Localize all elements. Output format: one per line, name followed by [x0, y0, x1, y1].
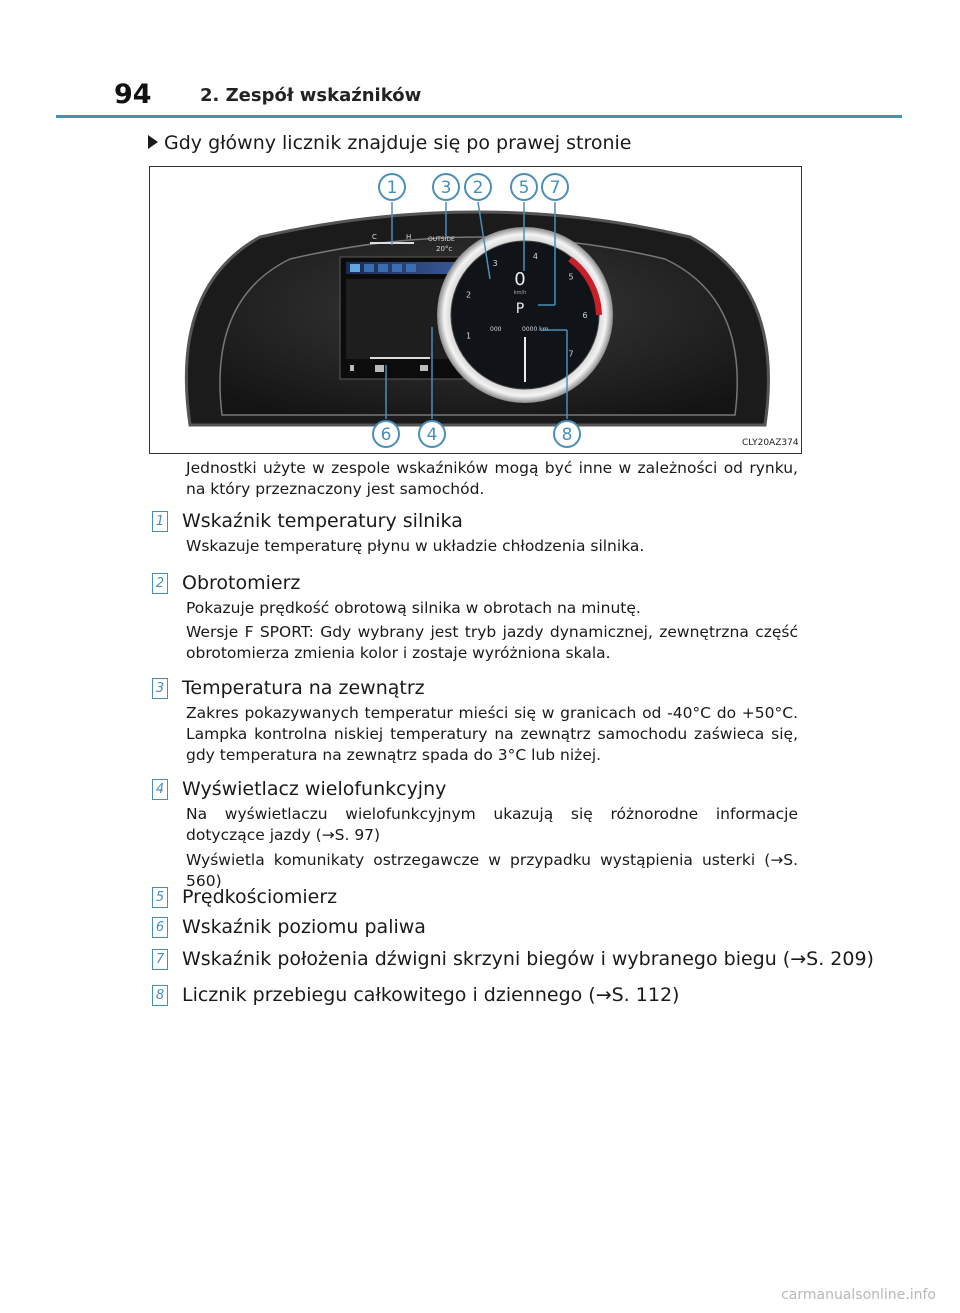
- item-title: Wskaźnik położenia dźwigni skrzyni biegów i wybranego biegu (→S. 209): [182, 948, 874, 970]
- item-number-badge: 6: [152, 917, 168, 938]
- rpm-tick-label: 6: [582, 311, 588, 320]
- item-description: Wersje F SPORT: Gdy wybrany jest tryb jazdy dynamicznej, zewnętrzna część obrotomierza zmienia kolor i zostaje wyróżniona skala.: [186, 623, 798, 662]
- rpm-tick-label: 1: [466, 331, 472, 341]
- item-number-badge: 1: [152, 511, 168, 532]
- item-description: Wyświetla komunikaty ostrzegawcze w przypadku wystąpienia usterki (→S. 560): [186, 851, 798, 890]
- figure-code: CLY20AZ374: [742, 438, 799, 448]
- rpm-tick-label: 2: [466, 290, 472, 300]
- odometer-readout: 000: [490, 326, 502, 333]
- item-title: Licznik przebiegu całkowitego i dziennego (→S. 112): [182, 984, 680, 1006]
- watermark: carmanualsonline.info: [781, 1287, 936, 1303]
- section-title-text: Gdy główny licznik znajduje się po prawej stronie: [164, 132, 632, 154]
- cluster-illustration: [150, 167, 801, 453]
- item-number-badge: 3: [152, 678, 168, 699]
- rpm-tick-label: 3: [492, 259, 498, 268]
- triangle-bullet-icon: [148, 135, 158, 149]
- page-header: [56, 78, 902, 118]
- callout-number: 7: [549, 178, 561, 198]
- item-title: Wyświetlacz wielofunkcyjny: [182, 778, 447, 800]
- callout-number: 3: [440, 178, 452, 198]
- trip-readout: 0000 km: [522, 326, 549, 333]
- instrument-cluster-figure: [149, 166, 802, 454]
- item-description: Wskazuje temperaturę płynu w układzie chłodzenia silnika.: [186, 537, 645, 555]
- item-number-badge: 4: [152, 779, 168, 800]
- speed-readout: 0: [514, 269, 526, 290]
- callout-number: 4: [426, 425, 438, 445]
- callout-number: 5: [518, 178, 530, 198]
- gear-indicator: P: [515, 301, 525, 317]
- callout-number: 6: [380, 425, 392, 445]
- item-title: Wskaźnik temperatury silnika: [182, 510, 463, 532]
- callout-number: 1: [386, 178, 398, 198]
- item-number-badge: 2: [152, 573, 168, 594]
- callout-number: 8: [561, 425, 573, 445]
- item-description: Pokazuje prędkość obrotową silnika w obrotach na minutę.: [186, 599, 641, 617]
- section-title: [148, 131, 631, 155]
- item-title: Obrotomierz: [182, 572, 301, 594]
- item-number-badge: 7: [152, 949, 168, 970]
- header-rule: [56, 115, 902, 118]
- rpm-tick-label: 4: [532, 251, 538, 261]
- units-note: Jednostki użyte w zespole wskaźników mogą być inne w zależności od rynku, na który przeznaczony jest samochód.: [186, 459, 798, 498]
- callout-number: 2: [472, 178, 484, 198]
- item-description: Na wyświetlaczu wielofunkcyjnym ukazują się różnorodne informacje dotyczące jazdy (→S. 97): [186, 805, 798, 844]
- item-title: Temperatura na zewnątrz: [182, 677, 425, 699]
- outside-temp-readout: 20°c: [436, 245, 453, 253]
- svg-text:C: C: [372, 233, 377, 241]
- rpm-tick-label: 7: [568, 349, 574, 359]
- outside-label: OUTSIDE: [428, 236, 455, 243]
- page-number: 94: [114, 79, 152, 110]
- item-description: Zakres pokazywanych temperatur mieści się w granicach od -40°C do +50°C. Lampka kontrolna niskiej temperatury na zewnątrz samochodu zaświeca się, gdy temperatura na zewnątrz spada do 3°C lub niżej.: [186, 704, 798, 764]
- rpm-tick-label: 5: [568, 272, 574, 282]
- speed-unit: km/h: [513, 290, 527, 296]
- item-title: Wskaźnik poziomu paliwa: [182, 916, 426, 938]
- item-number-badge: 8: [152, 985, 168, 1006]
- svg-text:H: H: [406, 233, 412, 241]
- chapter-title: 2. Zespół wskaźników: [200, 85, 422, 106]
- item-number-badge: 5: [152, 887, 168, 908]
- item-title: Prędkościomierz: [182, 886, 338, 908]
- mfd-lcd-bar: [346, 262, 464, 274]
